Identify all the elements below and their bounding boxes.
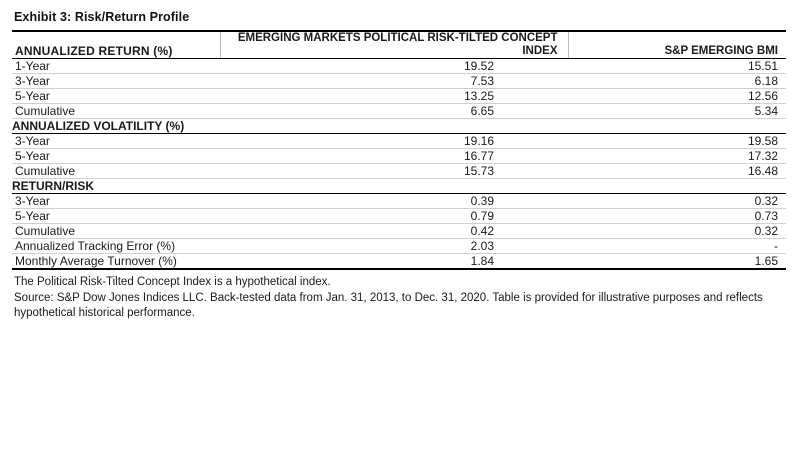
row-value-concept-index: 19.16: [220, 134, 568, 149]
header-label: ANNUALIZED RETURN (%): [12, 31, 220, 59]
table-row: [12, 149, 786, 164]
risk-return-table: [12, 30, 786, 270]
row-value-benchmark: 12.56: [568, 89, 786, 104]
row-value-benchmark: 0.73: [568, 209, 786, 224]
row-value-concept-index: 2.03: [220, 239, 568, 254]
row-label: 3-Year: [12, 74, 220, 89]
table-row: [12, 209, 786, 224]
row-label: Cumulative: [12, 164, 220, 179]
exhibit-title: Exhibit 3: Risk/Return Profile: [14, 10, 190, 24]
row-value-concept-index: 16.77: [220, 149, 568, 164]
row-value-benchmark: 16.48: [568, 164, 786, 179]
header-col-a: EMERGING MARKETS POLITICAL RISK-TILTED CONCEPT INDEX: [220, 31, 568, 59]
row-value-benchmark: -: [568, 239, 786, 254]
row-label: Monthly Average Turnover (%): [12, 254, 220, 270]
table-row: [12, 59, 786, 74]
row-value-benchmark: 17.32: [568, 149, 786, 164]
row-value-concept-index: 0.42: [220, 224, 568, 239]
table-section-row: [12, 179, 786, 194]
footnote-line-2: Source: S&P Dow Jones Indices LLC. Back-tested data from Jan. 31, 2013, to Dec. 31, 2020. Table is provided for illustrative purposes and reflects hypothetical historical performance.: [14, 291, 766, 319]
row-label: 3-Year: [12, 194, 220, 209]
row-label: 5-Year: [12, 89, 220, 104]
table-row: [12, 224, 786, 239]
table-row: [12, 104, 786, 119]
row-value-benchmark: 15.51: [568, 59, 786, 74]
row-value-concept-index: 0.79: [220, 209, 568, 224]
row-label: 1-Year: [12, 59, 220, 74]
table-section-row: [12, 119, 786, 134]
row-value-benchmark: 19.58: [568, 134, 786, 149]
table-row: [12, 254, 786, 270]
row-value-benchmark: 6.18: [568, 74, 786, 89]
row-label: 3-Year: [12, 134, 220, 149]
section-label: ANNUALIZED VOLATILITY (%): [12, 119, 786, 134]
table-row: [12, 74, 786, 89]
row-value-benchmark: 5.34: [568, 104, 786, 119]
table-row: [12, 134, 786, 149]
table-row: [12, 89, 786, 104]
row-value-concept-index: 15.73: [220, 164, 568, 179]
row-value-concept-index: 1.84: [220, 254, 568, 270]
row-value-concept-index: 13.25: [220, 89, 568, 104]
row-value-benchmark: 1.65: [568, 254, 786, 270]
row-label: Cumulative: [12, 224, 220, 239]
table-row: [12, 194, 786, 209]
header-col-b: S&P EMERGING BMI: [568, 31, 786, 59]
row-value-concept-index: 19.52: [220, 59, 568, 74]
row-value-concept-index: 7.53: [220, 74, 568, 89]
row-value-concept-index: 0.39: [220, 194, 568, 209]
table-header-row: [12, 31, 786, 59]
section-label: RETURN/RISK: [12, 179, 786, 194]
table-row: [12, 239, 786, 254]
row-value-benchmark: 0.32: [568, 194, 786, 209]
footnote-line-1: The Political Risk-Tilted Concept Index is a hypothetical index.: [14, 276, 331, 288]
table-row: [12, 164, 786, 179]
footnotes: [12, 275, 784, 322]
row-label: 5-Year: [12, 149, 220, 164]
row-value-concept-index: 6.65: [220, 104, 568, 119]
row-label: 5-Year: [12, 209, 220, 224]
row-label: Annualized Tracking Error (%): [12, 239, 220, 254]
table-body: [12, 31, 786, 269]
row-label: Cumulative: [12, 104, 220, 119]
row-value-benchmark: 0.32: [568, 224, 786, 239]
